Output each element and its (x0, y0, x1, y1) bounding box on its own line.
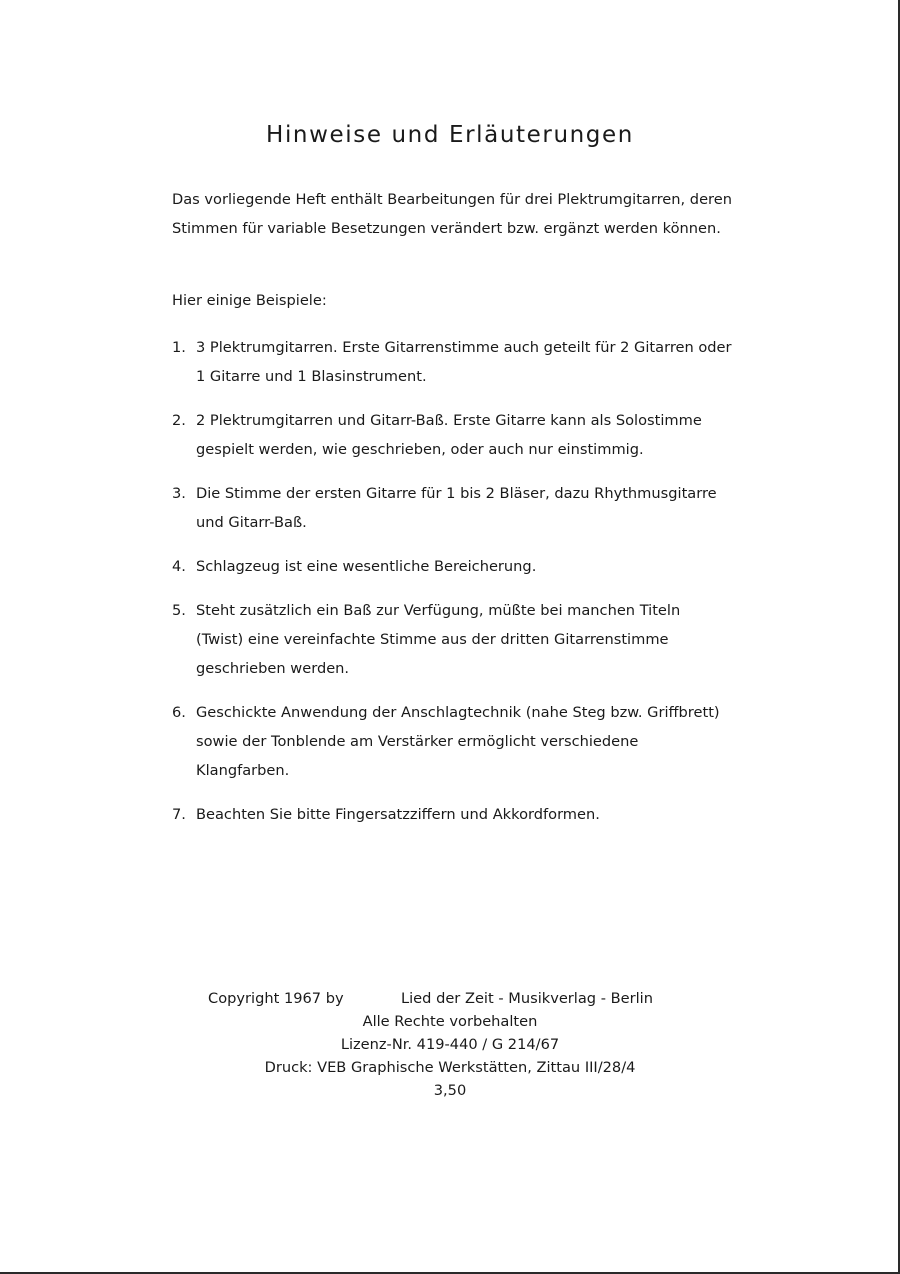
list-item-text: Die Stimme der ersten Gitarre für 1 bis 2 Bläser, dazu Rhythmusgitarre und Gitarr-Baß. (196, 485, 717, 531)
list-item-number: 4. (172, 558, 186, 575)
list-item (172, 596, 732, 683)
list-item-text: Geschickte Anwendung der Anschlagtechnik (nahe Steg bzw. Griffbrett) sowie der Tonblende am Verstärker ermöglicht verschiedene Klangfarben. (196, 704, 720, 779)
imprint-footer (0, 987, 900, 1102)
page-title: Hinweise und Erläuterungen (266, 122, 634, 148)
list-item (172, 552, 732, 581)
list-item-text: Steht zusätzlich ein Baß zur Verfügung, müßte bei manchen Titeln (Twist) eine vereinfachte Stimme aus der dritten Gitarrenstimme geschrieben werden. (196, 602, 681, 677)
list-item-number: 2. (172, 412, 186, 429)
printer-info: Druck: VEB Graphische Werkstätten, Zittau III/28/4 (264, 1059, 636, 1076)
list-item (172, 479, 732, 537)
list-item (172, 800, 732, 829)
list-item-text: Schlagzeug ist eine wesentliche Bereicherung. (196, 558, 537, 575)
publisher-name: Lied der Zeit - Musikverlag - Berlin (401, 990, 653, 1007)
examples-list (172, 333, 732, 844)
intro-paragraph: Das vorliegende Heft enthält Bearbeitungen für drei Plektrumgitarren, deren Stimmen für variable Besetzungen verändert bzw. ergänzt werden können. (172, 191, 732, 237)
list-item-number: 1. (172, 339, 186, 356)
rights-reserved: Alle Rechte vorbehalten (362, 1013, 538, 1030)
list-item-number: 7. (172, 806, 186, 823)
price: 3,50 (433, 1082, 467, 1099)
list-item-number: 3. (172, 485, 186, 502)
list-item-number: 6. (172, 704, 186, 721)
list-item (172, 406, 732, 464)
list-item (172, 333, 732, 391)
examples-heading: Hier einige Beispiele: (172, 292, 327, 309)
list-item-text: 3 Plektrumgitarren. Erste Gitarrenstimme auch geteilt für 2 Gitarren oder 1 Gitarre und 1 Blasinstrument. (196, 339, 732, 385)
list-item (172, 698, 732, 785)
list-item-text: Beachten Sie bitte Fingersatzziffern und Akkordformen. (196, 806, 600, 823)
list-item-text: 2 Plektrumgitarren und Gitarr-Baß. Erste Gitarre kann als Solostimme gespielt werden, wie geschrieben, oder auch nur einstimmig. (196, 412, 702, 458)
list-item-number: 5. (172, 602, 186, 619)
license-number: Lizenz-Nr. 419-440 / G 214/67 (340, 1036, 560, 1053)
copyright-line (0, 987, 900, 1010)
copyright-notice: Copyright 1967 by (208, 990, 344, 1007)
